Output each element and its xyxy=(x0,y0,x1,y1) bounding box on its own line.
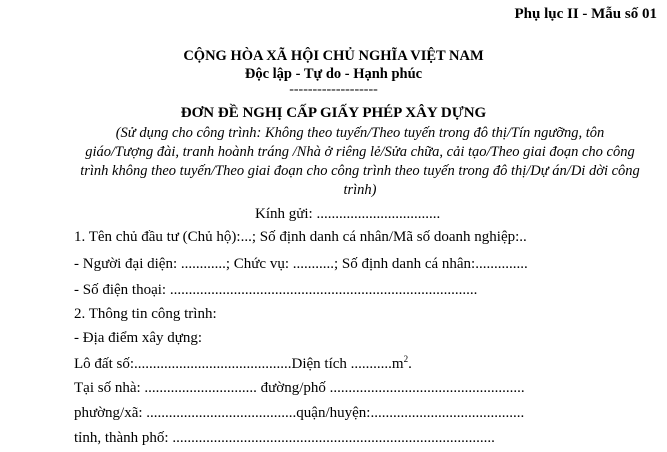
separator: ------------------- xyxy=(289,82,378,97)
plot-unit-superscript: 2 xyxy=(403,354,409,364)
usage-note: (Sử dụng cho công trình: Không theo tuyến/Theo tuyến trong đô thị/Tín ngưỡng, tôn giáo/Tượng đài, tranh hoành tráng /Nhà ở riêng lẻ/Sửa chữa, cải tạo/Theo giai đoạn cho công trình không theo tuyến/Theo giai đoạn cho công trình theo tuyến trong đô thị/Dự án/Di dời công trình) xyxy=(80,125,640,198)
owner-line: 1. Tên chủ đầu tư (Chủ hộ):...; Số định danh cá nhân/Mã số doanh nghiệp:.. xyxy=(74,229,527,245)
document-title: ĐƠN ĐỀ NGHỊ CẤP GIẤY PHÉP XÂY DỰNG xyxy=(180,105,487,121)
phone-line: - Số điện thoại: .................................................................................. xyxy=(74,282,478,298)
representative-line: - Người đại diện: ............; Chức vụ: ...........; Số định danh cá nhân:.............. xyxy=(74,256,528,272)
province-line: tỉnh, thành phố: ...................................................................................... xyxy=(74,430,495,446)
plot-text: Lô đất số:..........................................Diện tích ...........m xyxy=(74,356,404,372)
addressee-line: Kính gửi: ................................. xyxy=(255,206,441,222)
house-number-line: Tại số nhà: .............................. đường/phố .................................................... xyxy=(74,380,525,396)
appendix-label: Phụ lục II - Mẫu số 01 xyxy=(514,6,657,22)
plot-line xyxy=(74,354,412,373)
plot-end: . xyxy=(408,356,412,372)
national-motto: Độc lập - Tự do - Hạnh phúc xyxy=(244,66,423,82)
location-line: - Địa điểm xây dựng: xyxy=(74,330,203,346)
project-info-heading: 2. Thông tin công trình: xyxy=(74,306,217,322)
ward-line: phường/xã: ........................................quận/huyện:......................................... xyxy=(74,405,525,421)
country-name: CỘNG HÒA XÃ HỘI CHỦ NGHĨA VIỆT NAM xyxy=(183,48,484,64)
